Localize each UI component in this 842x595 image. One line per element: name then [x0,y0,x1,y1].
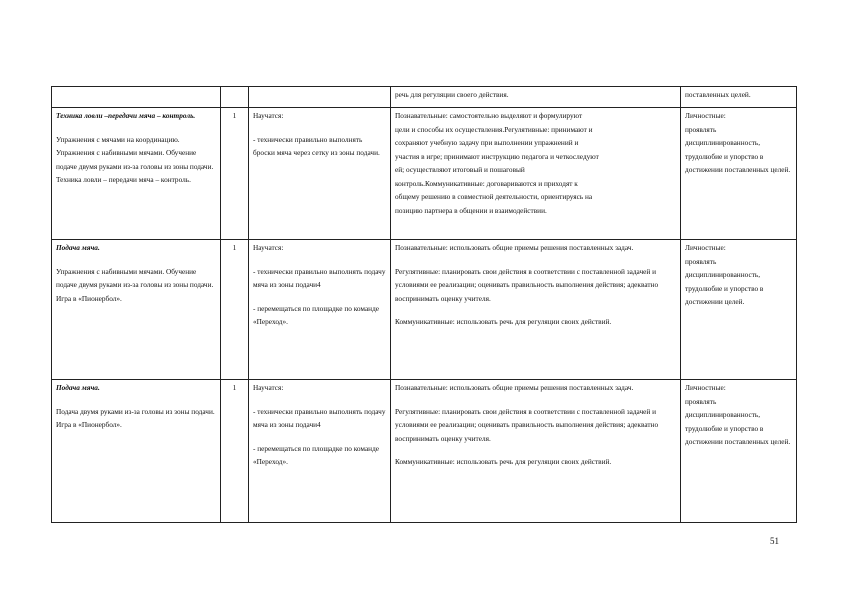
personal-cell [681,380,797,523]
uud-cell [391,108,681,240]
learn-item: - перемещаться по площадке по команде «Переход». [253,443,380,466]
uud-cell [391,380,681,523]
hours-cell [221,380,249,523]
hours-value: 1 [232,111,237,120]
personal-body: проявлять дисциплинированность, трудолюбие и упорство в достижении поставленных целей. [685,396,791,446]
personal-title: Личностные: [685,383,726,392]
personal-cell [681,87,797,108]
uud-regulatory: Регулятивные: планировать свои действия в соответствии с поставленной задачей и условиями ее реализации; оценивать правильность выполнения действия; адекватно воспринимать оценку учителя. [395,266,659,303]
personal-body: проявлять дисциплинированность, трудолюбие и упорство в достижении целей. [685,256,764,306]
uud-line: цели и способы их осуществления.Регулятивные: принимают и [395,124,593,134]
learn-item: - технически правильно выполнять броски мяча через сетку из зоны подачи. [253,134,380,157]
uud-cognitive: Познавательные: использовать общие приемы решения поставленных задач. [395,383,634,392]
personal-continuation: поставленных целей. [685,90,751,99]
learn-title: Научатся: [253,383,284,392]
hours-cell [221,108,249,240]
uud-line: общему решению в совместной деятельности, ориентируясь на [395,192,593,201]
learn-item: - технически правильно выполнять подачу мяча из зоны подачи4 [253,406,386,429]
topic-body: Упражнения с набивными мячами. Обучение подаче двумя руками из-за головы из зоны подачи. Игра в «Пионербол». [56,266,214,303]
personal-body: проявлять дисциплинированность, трудолюбие и упорство в достижении поставленных целей. [685,124,791,174]
uud-line: Познавательные: самостоятельно выделяют и формулируют [395,111,583,120]
uud-communicative: Коммуникативные: использовать речь для регуляции своих действий. [395,457,612,466]
table-row-continuation [52,87,797,108]
personal-title: Личностные: [685,243,726,252]
topic-cell [52,87,221,108]
topic-body: Подача двумя руками из-за головы из зоны подачи. Игра в «Пионербол». [56,406,215,429]
topic-title: Подача мяча. [56,383,100,392]
topic-title: Техника ловли –передачи мяча – контроль. [56,111,196,120]
learn-item: - перемещаться по площадке по команде «Переход». [253,303,380,326]
personal-title: Личностные: [685,111,726,120]
uud-line: позицию партнера в общении и взаимодействии. [395,205,547,215]
uud-line: участия в игре; принимают инструкцию педагога и четкоследуют [395,151,599,161]
topic-cell [52,380,221,523]
learn-cell [249,380,391,523]
learn-cell [249,240,391,380]
learn-cell [249,87,391,108]
hours-cell [221,87,249,108]
learn-title: Научатся: [253,111,284,120]
uud-line: ей; осуществляют итоговый и пошаговый [395,165,525,174]
learn-title: Научатся: [253,243,284,252]
uud-cognitive: Познавательные: использовать общие приемы решения поставленных задач. [395,243,634,252]
table-row [52,240,797,380]
topic-body: Упражнения с мячами на координацию. Упражнения с набивными мячами. Обучение подаче двумя руками из-за головы из зоны подачи. Техника ловли – передачи мяча – контроль. [56,134,214,184]
hours-cell [221,240,249,380]
topic-cell [52,108,221,240]
hours-value: 1 [232,243,237,252]
uud-cell [391,87,681,108]
uud-communicative: Коммуникативные: использовать речь для регуляции своих действий. [395,317,612,326]
topic-title: Подача мяча. [56,243,100,252]
topic-cell [52,240,221,380]
uud-line: контроль.Коммуникативные: договариваются и приходят к [395,178,578,188]
uud-cell [391,240,681,380]
learn-item: - технически правильно выполнять подачу мяча из зоны подачи4 [253,266,386,289]
uud-regulatory: Регулятивные: планировать свои действия в соответствии с поставленной задачей и условиями ее реализации; оценивать правильность выполнения действия; адекватно воспринимать оценку учителя. [395,406,659,443]
uud-line: сохраняют учебную задачу при выполнении упражнений и [395,138,579,147]
table-row [52,380,797,523]
page-number: 51 [770,536,779,546]
personal-cell [681,240,797,380]
lesson-plan-table [51,86,797,523]
table-row [52,108,797,240]
learn-cell [249,108,391,240]
uud-continuation: речь для регуляции своего действия. [395,90,509,99]
personal-cell [681,108,797,240]
hours-value: 1 [232,383,237,392]
